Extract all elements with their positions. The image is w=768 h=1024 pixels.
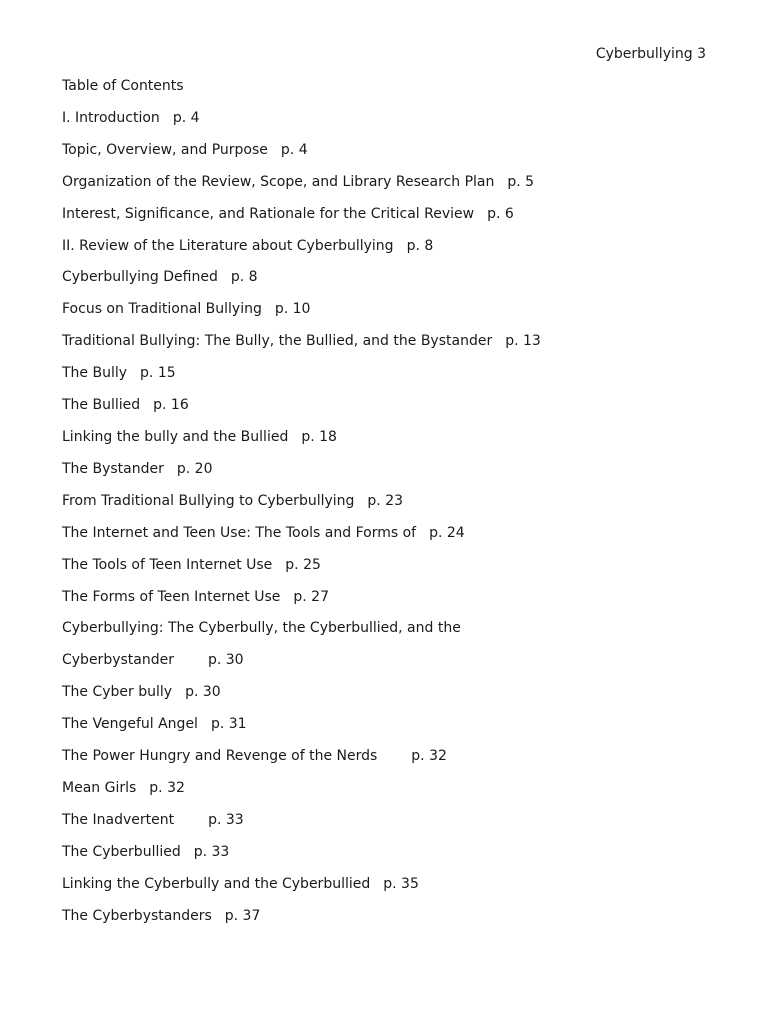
toc-entry-page: p. 32 xyxy=(411,748,447,765)
toc-entry-page: p. 33 xyxy=(208,811,244,828)
toc-entry xyxy=(62,777,722,809)
toc-entry xyxy=(62,586,722,618)
toc-entry-page: p. 20 xyxy=(176,460,213,477)
toc-entry-page: p. 33 xyxy=(193,843,230,860)
toc-entry-page: p. 10 xyxy=(274,301,311,318)
toc-entry-text: Traditional Bullying: The Bully, the Bullied, and the Bystander xyxy=(62,333,493,350)
toc-entry-page: p. 16 xyxy=(153,397,189,414)
toc-entry xyxy=(62,171,722,203)
toc-entry xyxy=(62,681,722,713)
toc-entry-text: The Bully xyxy=(62,365,128,382)
toc-entries xyxy=(62,107,722,937)
toc-entry xyxy=(62,873,722,905)
toc-entry-text: The Cyberbullied xyxy=(62,843,181,860)
toc-entry-text: The Cyberbystanders xyxy=(62,907,212,924)
toc-entry-text: Cyberbullying: The Cyberbully, the Cyberbullied, and the xyxy=(62,620,461,637)
toc-entry-page: p. 8 xyxy=(230,269,258,286)
toc-entry-page: p. 25 xyxy=(285,556,321,573)
toc-entry-page: p. 4 xyxy=(172,109,200,126)
toc-entry-text: The Forms of Teen Internet Use xyxy=(62,588,281,605)
running-head: Cyberbullying 3 xyxy=(595,46,706,62)
toc-entry xyxy=(62,617,722,649)
toc-entry-text: Linking the Cyberbully and the Cyberbullied xyxy=(62,875,371,892)
toc-entry-page: p. 30 xyxy=(207,652,244,669)
toc-entry xyxy=(62,809,722,841)
toc-entry-page: p. 5 xyxy=(507,173,535,190)
toc-entry-page: p. 4 xyxy=(280,141,308,158)
toc-entry xyxy=(62,426,722,458)
toc-entry-page: p. 27 xyxy=(293,588,329,605)
toc-entry-text: Linking the bully and the Bullied xyxy=(62,428,289,445)
toc-entry-text: The Tools of Teen Internet Use xyxy=(62,556,273,573)
toc-entry-page: p. 31 xyxy=(210,716,247,733)
toc-entry-text: Mean Girls xyxy=(62,779,137,796)
toc-entry-text: The Power Hungry and Revenge of the Nerds xyxy=(62,748,378,765)
toc-title: Table of Contents xyxy=(62,78,184,94)
toc-entry xyxy=(62,458,722,490)
toc-entry-page: p. 24 xyxy=(429,524,465,541)
toc-entry-text: Cyberbystander xyxy=(62,652,174,669)
toc-entry-page: p. 30 xyxy=(185,684,221,701)
toc-entry xyxy=(62,905,722,937)
toc-entry xyxy=(62,362,722,394)
toc-entry-text: The Bystander xyxy=(62,460,164,477)
toc-entry-text: I. Introduction xyxy=(62,109,160,126)
toc-entry-text: Cyberbullying Defined xyxy=(62,269,218,286)
toc-entry-text: The Cyber bully xyxy=(62,684,173,701)
toc-entry-text: Organization of the Review, Scope, and Library Research Plan xyxy=(62,173,495,190)
toc-entry xyxy=(62,394,722,426)
toc-entry-page: p. 32 xyxy=(149,779,185,796)
toc-entry xyxy=(62,713,722,745)
toc-entry xyxy=(62,554,722,586)
toc-entry-page: p. 18 xyxy=(301,428,337,445)
toc-entry-page: p. 35 xyxy=(383,875,419,892)
toc-entry xyxy=(62,649,722,681)
toc-entry-text: The Inadvertent xyxy=(62,811,175,828)
toc-entry xyxy=(62,490,722,522)
toc-entry xyxy=(62,330,722,362)
toc-entry-text: The Vengeful Angel xyxy=(62,716,198,733)
toc-entry xyxy=(62,266,722,298)
toc-entry xyxy=(62,203,722,235)
toc-entry-page: p. 15 xyxy=(140,365,176,382)
toc-entry-page: p. 6 xyxy=(487,205,514,222)
toc-entry-text: Focus on Traditional Bullying xyxy=(62,301,262,318)
toc-entry-text: The Internet and Teen Use: The Tools and Forms of xyxy=(62,524,417,541)
toc-entry-text: Interest, Significance, and Rationale for the Critical Review xyxy=(62,205,475,222)
toc-entry-page: p. 13 xyxy=(505,333,541,350)
toc-entry-page: p. 8 xyxy=(406,237,434,254)
toc-entry-page: p. 23 xyxy=(367,492,404,509)
toc-entry xyxy=(62,139,722,171)
toc-entry-text: The Bullied xyxy=(62,397,141,414)
toc-entry xyxy=(62,107,722,139)
toc-entry xyxy=(62,522,722,554)
toc-entry xyxy=(62,235,722,267)
toc-entry-page: p. 37 xyxy=(224,907,261,924)
table-of-contents xyxy=(62,75,722,936)
toc-entry xyxy=(62,745,722,777)
toc-entry xyxy=(62,298,722,330)
toc-entry xyxy=(62,841,722,873)
toc-entry-text: From Traditional Bullying to Cyberbullying xyxy=(62,492,355,509)
toc-entry-text: Topic, Overview, and Purpose xyxy=(62,141,268,158)
toc-entry-text: II. Review of the Literature about Cyberbullying xyxy=(62,237,394,254)
